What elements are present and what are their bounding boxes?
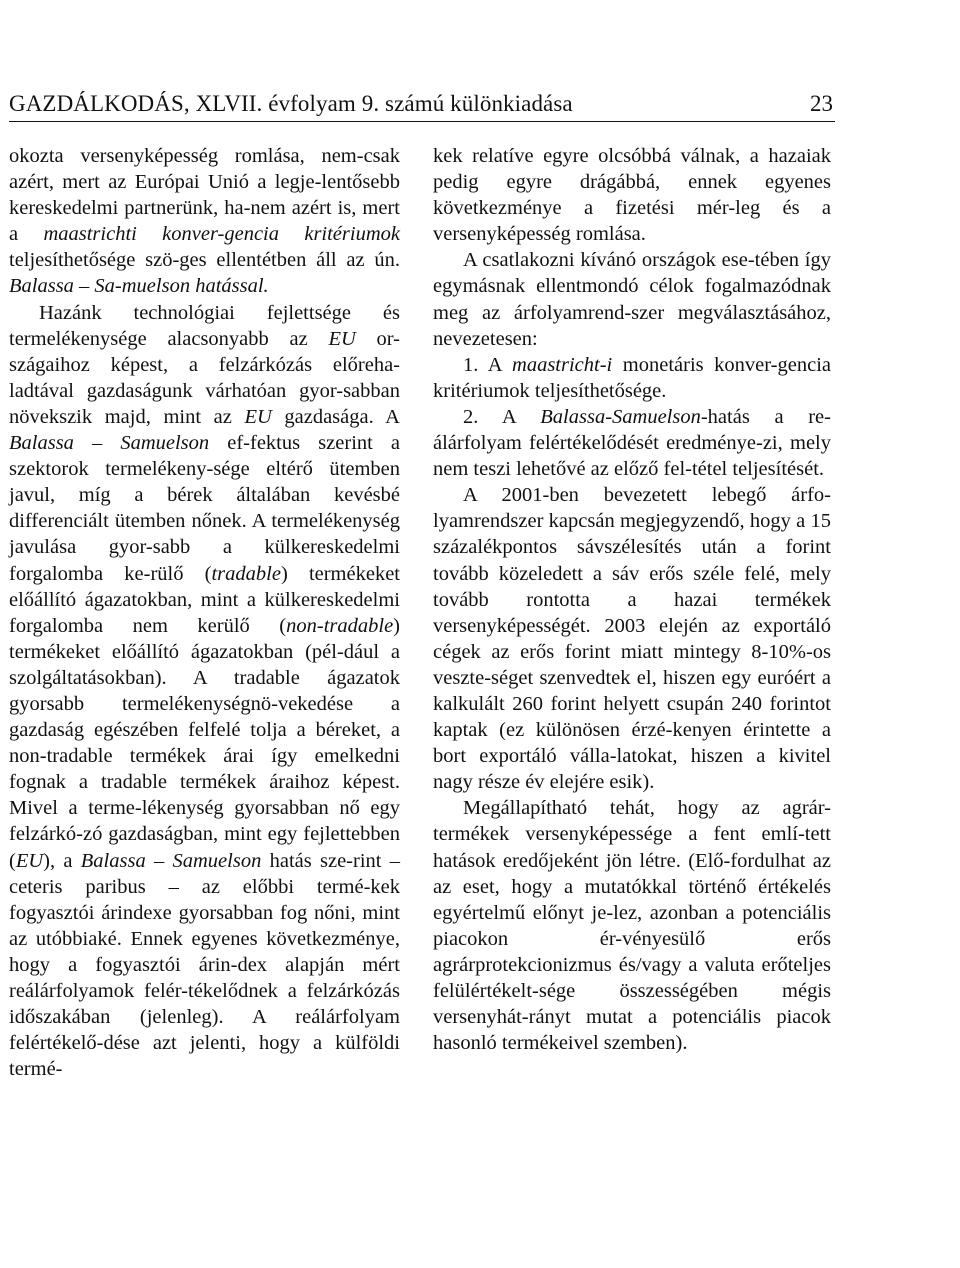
text-run: okozta versenyképesség romlása, nem-csak azért, mert az Európai Unió a legje-lentősebb kereskedelmi partnerünk, ha-nem azért is, mert a [9,145,400,246]
text-run: ) termékeket előállító ágazatokban, mint a külkereskedelmi forgalomba nem kerülő ( [9,562,401,637]
text-run: ef-fektus szerint a szektorok termelékeny-sége eltérő ütemben javul, míg a bérek általában kevésbé differenciált ütemben nőnek. A termelékenység javulása gyor-sabb a külkereskedelmi forgalomba ke-rülő ( [9,432,401,585]
paragraph: A 2001-ben bevezetett lebegő árfo-lyamrendszer kapcsán megjegyzendő, hogy a 15 százalékpontos sávszélesítés után a forint tovább közeledett a sáv erős széle felé, mely tovább rontotta a hazai termékek versenyképességét. 2003 elején az exportáló cégek az erős forint miatt mintegy 8-10%-os veszte-séget szenvedtek el, hiszen egy euróért a kalkulált 260 forint helyett csupán 240 forintot kaptak (ez különösen érzé-kenyen érintette a bort exportáló válla-latokat, hiszen a kivitel nagy része év elejére esik). [433,484,831,794]
italic-term: Balassa – Sa-muelson hatással. [9,275,269,298]
paragraph [9,300,400,1083]
text-run: -hatás a re-álárfolyam felértékelődését eredménye-zi, mely nem teszi lehetővé az előző fel-tétel teljesítését. [433,405,831,481]
right-column [433,143,831,1056]
page-number: 23 [810,91,833,116]
italic-term: EU [244,405,272,428]
text-run: teljesíthetősége szö-ges ellentétben áll az ún. [9,249,400,272]
paragraph: Megállapítható tehát, hogy az agrár-termékek versenyképessége a fent emlí-tett hatások eredőjeként jön létre. (Elő-fordulhat az az eset, hogy a mutatókkal történő értékelés egyértelmű előnyt je-lez, azonban a potenciális piacokon ér-vényesülő erős agrárprotekcionizmus és/vagy a valuta erőteljes felülértékelt-sége összességében mégis versenyhát-rányt mutat a potenciális piacok hasonló termékeivel szemben). [433,797,831,1055]
paragraph: A csatlakozni kívánó országok ese-tében így egymásnak ellentmondó célok fogalmazódnak meg az árfolyamrend-szer megválasztásához, nevezetesen: [433,249,831,350]
text-run: 1. A [463,353,513,376]
paragraph: kek relatíve egyre olcsóbbá válnak, a hazaiak pedig egyre drágábbá, ennek egyenes következménye a fizetési mér-leg és a versenyképesség romlása. [433,145,831,246]
italic-term: EU [328,327,356,350]
text-run: ), a [43,849,81,872]
italic-term: tradable [211,562,281,585]
italic-term: non-tradable [286,614,394,637]
journal-title: GAZDÁLKODÁS, XLVII. évfolyam 9. számú különkiadása [9,91,573,116]
italic-term: maastrichti konver-gencia kritériumok [43,223,400,246]
italic-term: Balassa – Samuelson [80,849,262,872]
italic-term: Balassa – Samuelson [9,432,210,455]
list-item [433,404,831,482]
list-item [433,352,831,404]
italic-term: maastricht-i [512,353,613,376]
running-header [9,88,835,122]
italic-term: EU [15,849,44,872]
text-run: or-szágaihoz képest, a felzárkózás előreha-ladtával gazdaságunk várhatóan gyor-sabban növekszik majd, mint az [9,327,400,428]
italic-term: Balassa-Samuelson [540,405,701,428]
text-run: gazdasága. A [271,405,400,428]
text-run: Hazánk technológiai fejlettsége és termelékenysége alacsonyabb az [9,301,400,350]
text-run: 2. A [463,405,541,428]
text-run: monetáris konver-gencia kritériumok teljesíthetősége. [433,353,831,402]
text-run: hatás sze-rint – ceteris paribus – az előbbi termé-kek fogyasztói árindexe gyorsabban fog nőni, mint az utóbbiaké. Ennek egyenes következménye, hogy a fogyasztói árin-dex alapján mért reálárfolyamok felér-tékelődnek a felzárkózás időszakában (jelenleg). A reálárfolyam felértékelő-dése azt jelenti, hogy a külföldi termé- [9,849,400,1081]
text-run: ) termékeket előállító ágazatokban (pél-dául a szolgáltatásokban). A tradable ágazatok gyorsabb termelékenységnö-vekedése a gazdaság egészében felfelé tolja a béreket, a non-tradable termékek árai így emelkedni fognak a tradable termékek áraihoz képest. Mivel a terme-lékenység gyorsabban nő egy felzárkó-zó gazdaságban, mint egy fejlettebben ( [9,614,400,872]
paragraph [9,143,400,300]
left-column [9,143,400,1082]
